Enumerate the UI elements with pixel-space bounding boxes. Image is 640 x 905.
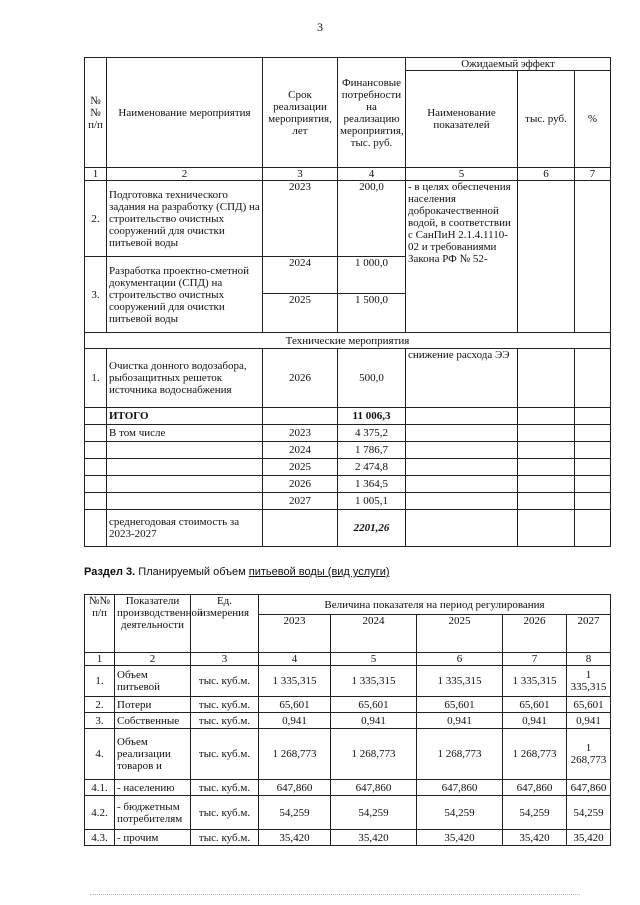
empty-cell [575,181,611,333]
measure-effect: - в целях обеспечения населения доброкачественной водой, в соответствии с СанПиН 2.1.4.1110-02 и требованиями Закона РФ № 52- [406,181,518,333]
t2-row [85,666,611,697]
value: 0,941 [331,713,417,729]
incl-label: В том числе [107,425,263,442]
year-amount: 1 005,1 [338,493,406,510]
row-num: 2. [85,181,107,257]
value: 647,860 [567,780,611,796]
t2-header-year: 2026 [503,615,567,653]
value: 35,420 [503,830,567,846]
empty-cell [518,493,575,510]
value: 65,601 [567,697,611,713]
col-number: 1 [85,653,115,666]
empty-cell [575,493,611,510]
value: 1 335,315 [331,666,417,697]
t1-header-effect: Ожидаемый эффект [406,58,611,71]
col-number: 3 [191,653,259,666]
unit: тыс. куб.м. [191,697,259,713]
t2-header-unit: Ед. измерения [191,595,259,653]
value: 65,601 [503,697,567,713]
col-number: 5 [406,168,518,181]
value: 647,860 [503,780,567,796]
year-cell: 2027 [263,493,338,510]
col-number: 3 [263,168,338,181]
unit: тыс. куб.м. [191,830,259,846]
empty-cell [575,459,611,476]
measure-year: 2026 [263,349,338,408]
measure-amount: 1 000,0 [338,257,406,294]
t2-header-year: 2024 [331,615,417,653]
measure-name: Подготовка технического задания на разработку (СПД) на строительство очистных сооружений для очистки питьевой воды [107,181,263,257]
t1-year-row [85,493,611,510]
value: 1 268,773 [259,729,331,780]
empty-cell [406,476,518,493]
indicator-name: - прочим [115,830,191,846]
t2-row [85,830,611,846]
section-text: Планируемый объем [138,566,249,578]
value: 1 335,315 [503,666,567,697]
empty-cell [575,425,611,442]
year-cell: 2026 [263,476,338,493]
value: 65,601 [417,697,503,713]
col-number: 4 [259,653,331,666]
empty-cell [85,408,107,425]
value: 1 268,773 [417,729,503,780]
empty-cell [107,442,263,459]
measure-amount: 200,0 [338,181,406,257]
section-underlined: питьевой воды (вид услуги) [248,566,390,578]
t1-year-row [85,425,611,442]
value: 54,259 [331,796,417,830]
year-cell: 2024 [263,442,338,459]
t2-header-indicator: Показатели производственной деятельности [115,595,191,653]
t2-header-year: 2027 [567,615,611,653]
empty-cell [575,510,611,547]
value: 35,420 [417,830,503,846]
row-num: 2. [85,697,115,713]
t1-year-row [85,442,611,459]
value: 65,601 [331,697,417,713]
row-num: 3. [85,257,107,333]
row-num: 4.3. [85,830,115,846]
value: 647,860 [259,780,331,796]
col-number: 4 [338,168,406,181]
empty-cell [518,408,575,425]
t2-header-num: №№ п/п [85,595,115,653]
value: 35,420 [259,830,331,846]
empty-cell [518,459,575,476]
value: 54,259 [567,796,611,830]
col-number: 7 [575,168,611,181]
row-num: 4.1. [85,780,115,796]
col-number: 7 [503,653,567,666]
measure-amount: 1 500,0 [338,294,406,333]
indicator-name: Собственные [115,713,191,729]
water-volume-table [84,594,611,846]
empty-cell [406,459,518,476]
measure-year: 2023 [263,181,338,257]
empty-cell [85,493,107,510]
t2-header-year: 2025 [417,615,503,653]
measure-amount: 500,0 [338,349,406,408]
t1-header-num: №№ п/п [85,58,107,168]
t1-header-finance: Финансовые потребности на реализацию мероприятия, тыс. руб. [338,58,406,168]
year-cell: 2025 [263,459,338,476]
t1-header-name: Наименование мероприятия [107,58,263,168]
row-num: 4. [85,729,115,780]
empty-cell [107,476,263,493]
col-number: 2 [115,653,191,666]
tech-measures-header: Технические мероприятия [85,333,611,349]
t2-row [85,729,611,780]
row-num: 1. [85,349,107,408]
measure-year: 2024 [263,257,338,294]
empty-cell [406,510,518,547]
t1-total-row [85,408,611,425]
unit: тыс. куб.м. [191,780,259,796]
measures-table [84,57,611,547]
empty-cell [518,510,575,547]
t1-year-row [85,476,611,493]
empty-cell [575,476,611,493]
value: 647,860 [417,780,503,796]
empty-cell [406,425,518,442]
year-amount: 1 364,5 [338,476,406,493]
empty-cell [518,349,575,408]
col-number: 6 [518,168,575,181]
t2-header-value: Величина показателя на период регулирования [259,595,611,615]
empty-cell [85,510,107,547]
col-number: 1 [85,168,107,181]
row-num: 1. [85,666,115,697]
value: 1 268,773 [503,729,567,780]
value: 1 268,773 [331,729,417,780]
t1-year-row [85,459,611,476]
year-cell: 2023 [263,425,338,442]
indicator-name: Объем питьевой [115,666,191,697]
value: 0,941 [503,713,567,729]
avg-label: среднегодовая стоимость за 2023-2027 [107,510,263,547]
indicator-name: Потери [115,697,191,713]
value: 65,601 [259,697,331,713]
indicator-name: Объем реализации товаров и [115,729,191,780]
t2-row [85,697,611,713]
empty-cell [518,442,575,459]
t2-row [85,780,611,796]
t1-header-percent: % [575,71,611,168]
row-num: 3. [85,713,115,729]
empty-cell [575,408,611,425]
unit: тыс. куб.м. [191,666,259,697]
t2-header-year: 2023 [259,615,331,653]
t2-row [85,713,611,729]
empty-cell [107,459,263,476]
t1-column-numbers [85,168,611,181]
t2-row [85,796,611,830]
year-amount: 1 786,7 [338,442,406,459]
t1-row-1 [85,349,611,408]
total-amount: 11 006,3 [338,408,406,425]
t1-row-2 [85,181,611,257]
value: 54,259 [259,796,331,830]
page-number: 3 [317,20,323,34]
empty-cell [85,459,107,476]
empty-cell [107,493,263,510]
empty-cell [406,493,518,510]
unit: тыс. куб.м. [191,713,259,729]
col-number: 5 [331,653,417,666]
value: 0,941 [417,713,503,729]
empty-cell [518,181,575,333]
value: 54,259 [417,796,503,830]
section-3-title [84,566,390,578]
unit: тыс. куб.м. [191,796,259,830]
measure-effect: снижение расхода ЭЭ [406,349,518,408]
col-number: 8 [567,653,611,666]
value: 54,259 [503,796,567,830]
col-number: 2 [107,168,263,181]
value: 1 335,315 [259,666,331,697]
page-bottom-divider [90,894,580,895]
empty-cell [406,442,518,459]
empty-cell [85,425,107,442]
measure-name: Разработка проектно-сметной документации (СПД) на строительство очистных сооружений для очистки питьевой воды [107,257,263,333]
empty-cell [575,349,611,408]
value: 0,941 [567,713,611,729]
t1-header-indicator: Наименование показателей [406,71,518,168]
col-number: 6 [417,653,503,666]
total-label: ИТОГО [107,408,263,425]
row-num: 4.2. [85,796,115,830]
indicator-name: - бюджетным потребителям [115,796,191,830]
empty-cell [263,510,338,547]
year-amount: 2 474,8 [338,459,406,476]
measure-year: 2025 [263,294,338,333]
empty-cell [575,442,611,459]
t1-header-term: Срок реализации мероприятия, лет [263,58,338,168]
value: 1 335,315 [417,666,503,697]
unit: тыс. куб.м. [191,729,259,780]
value: 0,941 [259,713,331,729]
measure-name: Очистка донного водозабора, рыбозащитных решеток источника водоснабжения [107,349,263,408]
value: 35,420 [331,830,417,846]
value: 1 268,773 [567,729,611,780]
indicator-name: - населению [115,780,191,796]
t1-header-thous-rub: тыс. руб. [518,71,575,168]
empty-cell [406,408,518,425]
value: 647,860 [331,780,417,796]
value: 35,420 [567,830,611,846]
t1-avg-row [85,510,611,547]
section-prefix: Раздел 3. [84,566,136,578]
empty-cell [263,408,338,425]
empty-cell [85,476,107,493]
avg-amount: 2201,26 [338,510,406,547]
empty-cell [518,476,575,493]
empty-cell [518,425,575,442]
t2-column-numbers [85,653,611,666]
empty-cell [85,442,107,459]
year-amount: 4 375,2 [338,425,406,442]
value: 1 335,315 [567,666,611,697]
